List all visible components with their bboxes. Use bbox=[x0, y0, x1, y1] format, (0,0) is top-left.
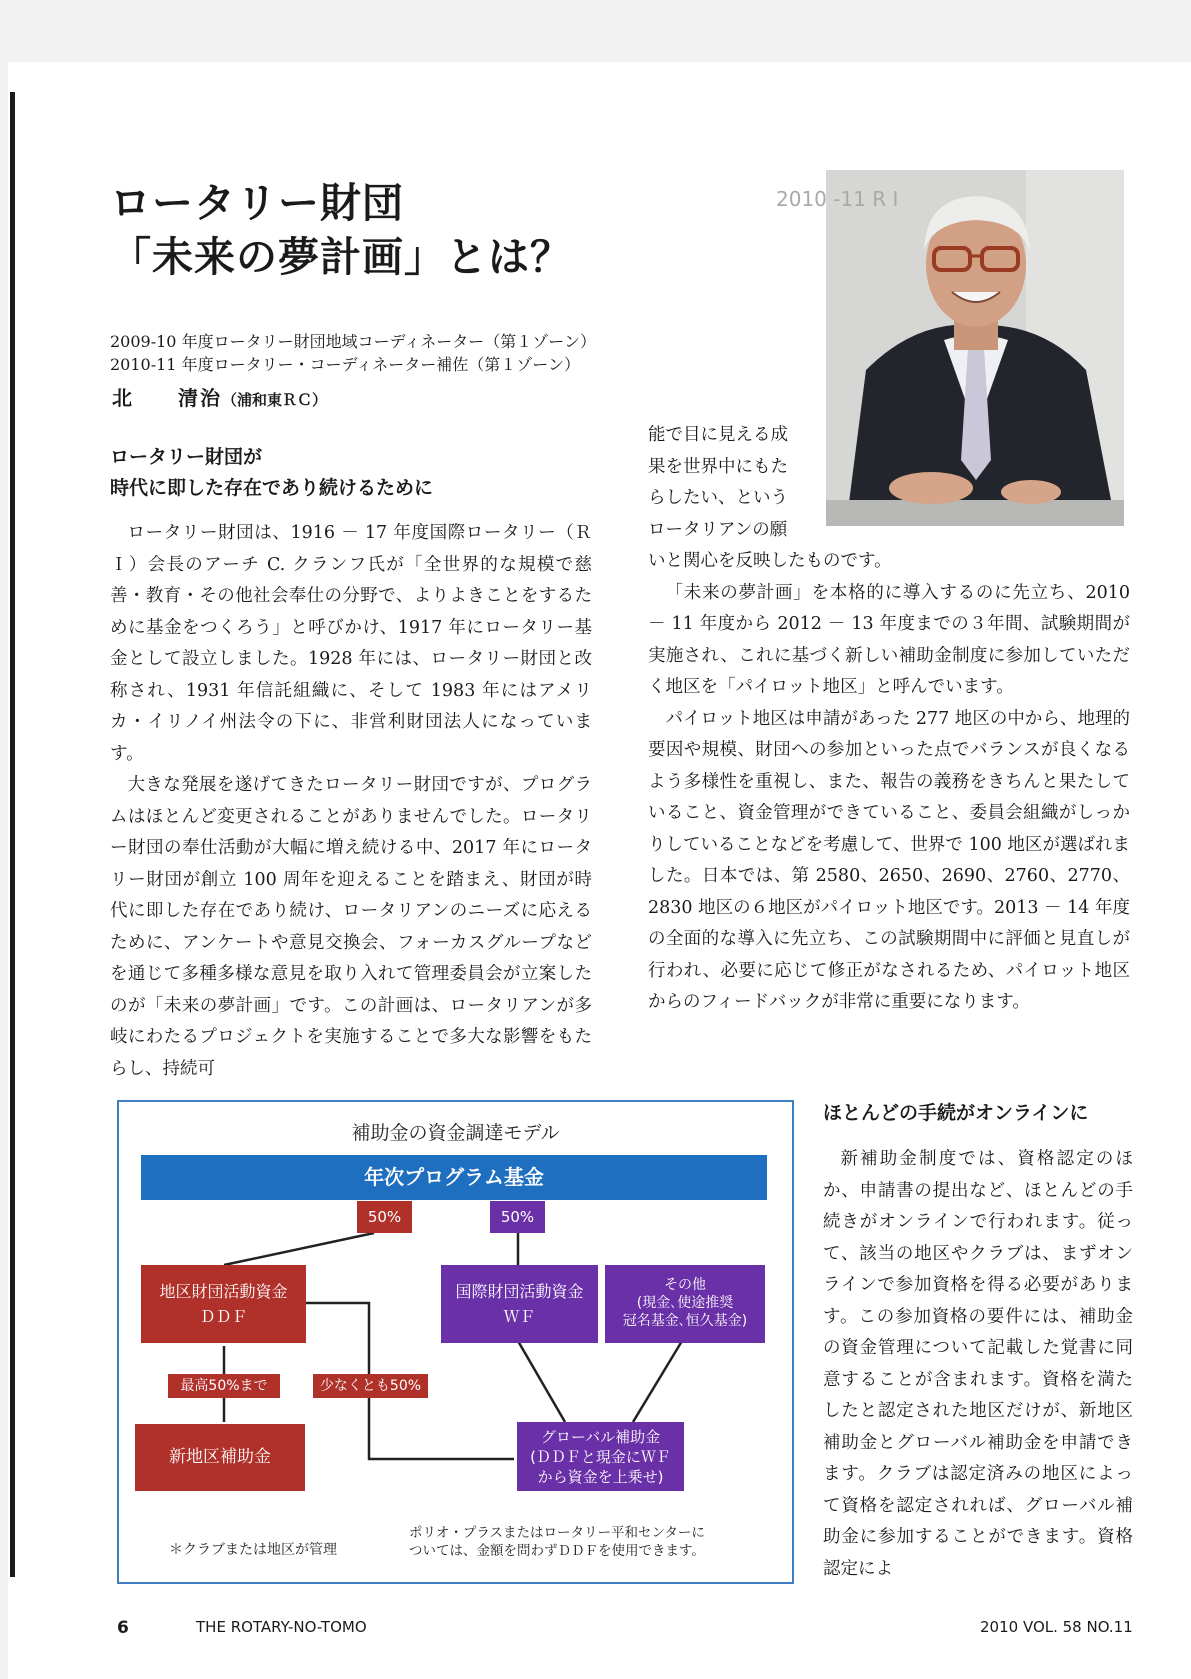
percent-right-badge: 50% bbox=[490, 1201, 545, 1233]
diagram-title: 補助金の資金調達モデル bbox=[351, 1122, 560, 1144]
ddf-label: 地区財団活動資金 bbox=[159, 1282, 288, 1301]
wrap-line-1: 能で目に見える成 bbox=[648, 425, 788, 445]
global-grant-detail-2: から資金を上乗せ) bbox=[537, 1468, 664, 1486]
column-2-wrap bbox=[648, 420, 818, 546]
other-detail-1: (現金､使途推奨 bbox=[636, 1295, 734, 1311]
wrap-line-4: ロータリアンの願 bbox=[648, 519, 788, 540]
funding-model-diagram bbox=[117, 1100, 794, 1584]
column-3-body bbox=[823, 1144, 1133, 1585]
author bbox=[112, 382, 327, 411]
ddf-abbrev: ＤＤＦ bbox=[199, 1307, 248, 1326]
global-grant-box bbox=[517, 1422, 684, 1491]
title-line-2: 「未来の夢計画」とは？ bbox=[110, 233, 572, 281]
diagram-note-right bbox=[409, 1524, 705, 1560]
diagram-note-right-line-2: ついては、金額を問わずＤＤＦを使用できます。 bbox=[409, 1543, 705, 1559]
other-detail-2: 冠名基金､恒久基金) bbox=[622, 1313, 748, 1329]
other-title: その他 bbox=[664, 1277, 706, 1293]
author-club: （浦和東ＲＣ） bbox=[222, 391, 328, 409]
max-label: 最高50%まで bbox=[168, 1374, 280, 1398]
paragraph-1: ロータリー財団は、1916 － 17 年度国際ロータリー（ＲＩ）会長のアーチ C. クランフ氏が「全世界的な規模で慈善・教育・その他社会奉仕の分野で、よりよきことをするために基金をつくろう」と呼びかけ、1917 年にロータリー基金として設立しました。1928 年には、ロータリー財団と改称され、1931 年信託組織に、そして 1983 年にはアメリカ・イリノイ州法令の下に、非営利財団法人になっています。 bbox=[110, 523, 592, 764]
binding-edge bbox=[10, 92, 15, 1577]
wrap-tail: いと関心を反映したものです。 bbox=[648, 551, 892, 571]
min-label: 少なくとも50% bbox=[313, 1374, 428, 1398]
title-line-1: ロータリー財団 bbox=[110, 179, 404, 227]
other-box bbox=[605, 1265, 765, 1343]
wrap-line-2: 果を世界中にもた bbox=[648, 456, 788, 477]
paragraph-4: パイロット地区は申請があった 277 地区の中から、地理的要因や規模、財団への参加といった点でバランスが良くなるよう多様性を重視し、また、報告の義務をきちんと果たしていること、資金管理ができていること、委員会組織がしっかりしていることなどを考慮して、世界で 100 地区が選ばれました。日本では、第 2580、2650、2690、2760、2770、2830 地区の６地区がパイロット地区です。2013 － 14 年度の全面的な導入に先立ち、この試験期間中に評価と見直しが行われ、必要に応じて修正がなされるため、パイロット地区からのフィードバックが非常に重要になります。 bbox=[648, 708, 1130, 1012]
wf-box bbox=[441, 1265, 598, 1343]
byline-role-2: 2010-11 年度ロータリー・コーディネーター補佐（第１ゾーン） bbox=[110, 355, 580, 374]
global-grant-title: グローバル補助金 bbox=[540, 1428, 661, 1446]
global-grant-detail-1: (ＤＤＦと現金にＷＦ bbox=[530, 1448, 671, 1466]
magazine-name: THE ROTARY-NO-TOMO bbox=[196, 1618, 367, 1636]
wall-text: 2010 -11 R I bbox=[776, 187, 899, 211]
column-1-body bbox=[110, 518, 592, 1085]
section-heading-1-line-2: 時代に即した存在であり続けるために bbox=[110, 477, 434, 499]
portrait-illustration bbox=[776, 170, 1124, 526]
author-name: 北 清治 bbox=[112, 386, 222, 410]
wf-label: 国際財団活動資金 bbox=[455, 1282, 584, 1301]
new-district-grant-box: 新地区補助金 bbox=[135, 1424, 305, 1491]
wf-abbrev: ＷＦ bbox=[503, 1307, 536, 1326]
paragraph-3: 「未来の夢計画」を本格的に導入するのに先立ち、2010 － 11 年度から 2012 － 13 年度までの３年間、試験期間が実施され、これに基づく新しい補助金制度に参加していただく地区を「パイロット地区」と呼んでいます。 bbox=[648, 582, 1130, 697]
wrap-line-3: らしたい、という bbox=[648, 488, 788, 508]
paragraph-2: 大きな発展を遂げてきたロータリー財団ですが、プログラムはほとんど変更されることがありませんでした。ロータリー財団の奉仕活動が大幅に増え続ける中、2017 年にロータリー財団が創立 100 周年を迎えることを踏まえ、財団が時代に即した存在であり続け、ロータリアンのニーズに応えるために、アンケートや意見交換会、フォーカスグループなどを通じて多種多様な意見を取り入れて管理委員会が立案したのが「未来の夢計画」です。この計画は、ロータリアンが多岐にわたるプロジェクトを実施することで多大な影響をもたらし、持続可 bbox=[110, 775, 592, 1079]
section-heading-2: ほとんどの手続がオンラインに bbox=[823, 1102, 1089, 1124]
page-number: 6 bbox=[117, 1618, 129, 1638]
paragraph-5: 新補助金制度では、資格認定のほか、申請書の提出など、ほとんどの手続きがオンラインで行われます。従って、該当の地区やクラブは、まずオンラインで参加資格を得る必要があります。この参加資格の要件には、補助金の資金管理について記載した覚書に同意することが含まれます。資格を満たしたと認定された地区だけが、新地区補助金とグローバル補助金を申請できます。クラブは認定済みの地区によって資格を認定されれば、グローバル補助金に参加することができます。資格認定によ bbox=[823, 1149, 1133, 1579]
byline-role-1: 2009-10 年度ロータリー財団地域コーディネーター（第１ゾーン） bbox=[110, 332, 596, 351]
issue-info: 2010 VOL. 58 NO.11 bbox=[980, 1618, 1133, 1636]
author-photo bbox=[776, 170, 1124, 526]
annual-program-fund-bar: 年次プログラム基金 bbox=[141, 1155, 767, 1200]
section-heading-1-line-1: ロータリー財団が bbox=[110, 446, 263, 468]
article-title bbox=[110, 176, 572, 284]
percent-left-badge: 50% bbox=[357, 1201, 412, 1233]
diagram-note-left: ＊クラブまたは地区が管理 bbox=[169, 1542, 337, 1558]
byline bbox=[110, 330, 596, 376]
column-2-body bbox=[648, 546, 1130, 1019]
section-heading-1 bbox=[110, 442, 433, 504]
ddf-box bbox=[141, 1265, 306, 1343]
diagram-note-right-line-1: ポリオ・プラスまたはロータリー平和センターに bbox=[409, 1525, 705, 1541]
